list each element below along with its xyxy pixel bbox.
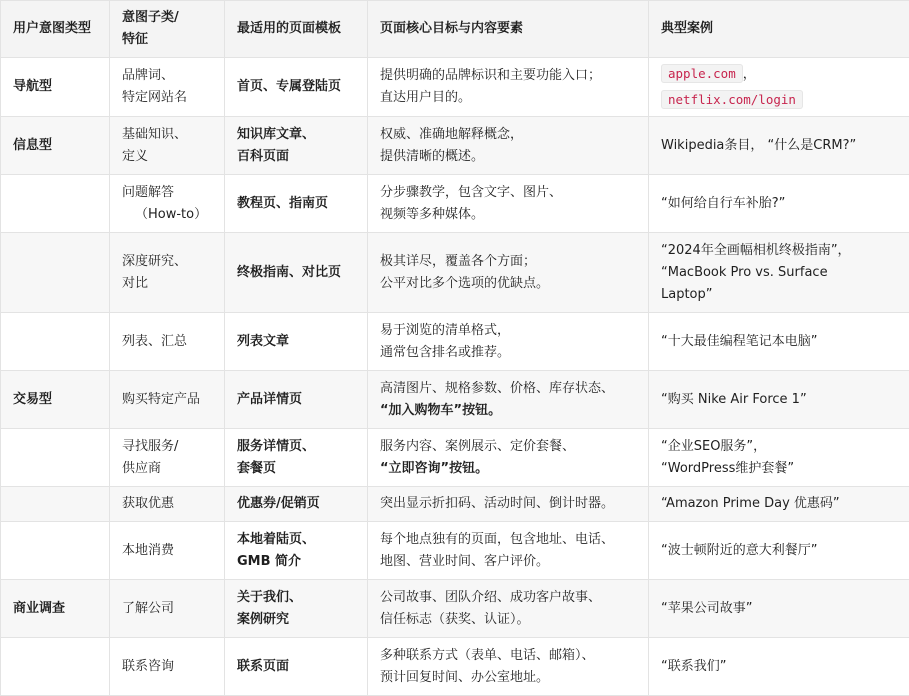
cell-example-cases [649,522,909,580]
cell-text-line: 百科页面 [237,146,355,168]
table-row [1,371,909,429]
cell-text-line: Wikipedia条目， “什么是CRM?” [661,135,897,157]
cell-intent-subtype [110,580,225,638]
cell-text-line: “企业SEO服务”， [661,436,897,458]
cell-text-line: Laptop” [661,284,897,306]
cell-text-line: 寻找服务/ [122,436,212,458]
cell-text-line: “2024年全画幅相机终极指南”， [661,240,897,262]
table-row [1,58,909,117]
header-page-template [225,1,368,58]
table-row [1,233,909,313]
cell-text-line: “购买 Nike Air Force 1” [661,389,897,411]
cell-text-line: 视频等多种媒体。 [380,204,636,226]
cell-intent-subtype [110,175,225,233]
cta-button-text: “加入购物车”按钮。 [380,400,636,422]
inline-code-url: apple.com [661,64,743,83]
cell-text-line: 列表文章 [237,331,355,353]
table-header-row [1,1,909,58]
cell-page-template [225,638,368,696]
cell-intent-subtype [110,58,225,117]
cell-text-line: 获取优惠 [122,493,212,515]
cell-goal-elements [368,522,649,580]
cell-text-line: 服务详情页、 [237,436,355,458]
cell-intent-type [1,487,110,522]
table-row [1,313,909,371]
cell-text-line: “WordPress维护套餐” [661,458,897,480]
cell-text-line: “如何给自行车补胎?” [661,193,897,215]
cell-text-line: 联系页面 [237,656,355,678]
cell-intent-subtype [110,371,225,429]
cell-text-line: “联系我们” [661,656,897,678]
cell-text-line: 品牌词、 [122,65,212,87]
cell-page-template [225,522,368,580]
cell-text-line: 定义 [122,146,212,168]
cell-intent-subtype [110,233,225,313]
cell-text-line: “MacBook Pro vs. Surface [661,262,897,284]
cell-text-line: 预计回复时间、办公室地址。 [380,667,636,689]
cell-text-line [661,63,897,86]
cell-text-line: 了解公司 [122,598,212,620]
cell-text-line: 极其详尽，覆盖各个方面； [380,251,636,273]
cell-page-template [225,487,368,522]
cell-goal-elements [368,233,649,313]
cta-button-text: “立即咨询”按钮。 [380,458,636,480]
cell-text-line: 列表、汇总 [122,331,212,353]
cell-text-line: 通常包含排名或推荐。 [380,342,636,364]
cell-example-cases [649,313,909,371]
cell-text-line: 提供清晰的概述。 [380,146,636,168]
cell-text-line: 信任标志（获奖、认证）。 [380,609,636,631]
cell-intent-type [1,313,110,371]
cell-intent-type [1,233,110,313]
cell-goal-elements [368,175,649,233]
cell-text-line: 特征 [122,29,212,51]
cell-intent-type: 导航型 [1,58,110,117]
cell-example-cases [649,429,909,487]
cell-text-line: 最适用的页面模板 [237,18,355,40]
cell-text-line: 首页、专属登陆页 [237,76,355,98]
header-intent-type [1,1,110,58]
cell-intent-subtype [110,313,225,371]
cell-text-line: 典型案例 [661,18,897,40]
cell-text-line: 页面核心目标与内容要素 [380,18,636,40]
cell-text-line: “十大最佳编程笔记本电脑” [661,331,897,353]
cell-text-line: 易于浏览的清单格式， [380,320,636,342]
cell-text-line: 本地消费 [122,540,212,562]
cell-example-cases [649,117,909,175]
table-row [1,522,909,580]
cell-text-line [661,89,897,112]
table-body [1,58,909,696]
cell-intent-type [1,175,110,233]
cell-page-template [225,58,368,117]
cell-example-cases [649,233,909,313]
cell-text-line: 联系咨询 [122,656,212,678]
cell-text-line: （How-to） [122,204,212,226]
cell-text-line: 本地着陆页、 [237,529,355,551]
cell-text-line: 对比 [122,273,212,295]
cell-intent-subtype [110,638,225,696]
cell-text-line: 高清图片、规格参数、价格、库存状态、 [380,378,636,400]
cell-text-line: 关于我们、 [237,587,355,609]
cell-page-template [225,117,368,175]
cell-text-line: 终极指南、对比页 [237,262,355,284]
cell-goal-elements [368,638,649,696]
cell-page-template [225,371,368,429]
cell-page-template [225,233,368,313]
table-row [1,487,909,522]
cell-text-line: 意图子类/ [122,7,212,29]
cell-text-line: 直达用户目的。 [380,87,636,109]
header-example-cases [649,1,909,58]
cell-text-line: “Amazon Prime Day 优惠码” [661,493,897,515]
cell-text-line: 深度研究、 [122,251,212,273]
cell-text-line: 购买特定产品 [122,389,212,411]
cell-text-line: 突出显示折扣码、活动时间、倒计时器。 [380,493,636,515]
cell-intent-subtype [110,522,225,580]
table-row [1,175,909,233]
cell-text-line: 用户意图类型 [13,18,97,40]
cell-text-line: 地图、营业时间、客户评价。 [380,551,636,573]
cell-goal-elements [368,313,649,371]
cell-example-cases [649,58,909,117]
cell-text-line: 权威、准确地解释概念， [380,124,636,146]
table-row [1,580,909,638]
cell-intent-type: 商业调查 [1,580,110,638]
cell-text-line: 供应商 [122,458,212,480]
cell-example-cases [649,638,909,696]
cell-example-cases [649,175,909,233]
header-goal-elements [368,1,649,58]
cell-page-template [225,175,368,233]
cell-page-template [225,580,368,638]
cell-text-line: 问题解答 [122,182,212,204]
cell-example-cases [649,487,909,522]
cell-text-line: 提供明确的品牌标识和主要功能入口； [380,65,636,87]
cell-intent-type: 信息型 [1,117,110,175]
cell-goal-elements [368,371,649,429]
cell-text-line: 服务内容、案例展示、定价套餐、 [380,436,636,458]
cell-text-line: “苹果公司故事” [661,598,897,620]
table-row [1,638,909,696]
cell-goal-elements [368,117,649,175]
separator-comma: ， [743,67,756,82]
cell-intent-subtype [110,487,225,522]
cell-example-cases [649,371,909,429]
cell-text-line: 每个地点独有的页面，包含地址、电话、 [380,529,636,551]
cell-text-line: 分步骤教学，包含文字、图片、 [380,182,636,204]
cell-intent-type [1,429,110,487]
cell-text-line: 教程页、指南页 [237,193,355,215]
cell-page-template [225,429,368,487]
cell-intent-subtype [110,117,225,175]
cell-intent-type: 交易型 [1,371,110,429]
cell-intent-subtype [110,429,225,487]
cell-text-line: GMB 简介 [237,551,355,573]
cell-text-line: 多种联系方式（表单、电话、邮箱）、 [380,645,636,667]
inline-code-url: netflix.com/login [661,90,803,109]
table-row [1,117,909,175]
cell-text-line: 公平对比多个选项的优缺点。 [380,273,636,295]
header-intent-subtype [110,1,225,58]
cell-goal-elements [368,487,649,522]
cell-text-line: 套餐页 [237,458,355,480]
cell-text-line: 产品详情页 [237,389,355,411]
cell-text-line: “波士顿附近的意大利餐厅” [661,540,897,562]
cell-intent-type [1,638,110,696]
cell-goal-elements [368,429,649,487]
cell-text-line: 公司故事、团队介绍、成功客户故事、 [380,587,636,609]
cell-text-line: 优惠券/促销页 [237,493,355,515]
table-row [1,429,909,487]
cell-example-cases [649,580,909,638]
cell-text-line: 知识库文章、 [237,124,355,146]
cell-page-template [225,313,368,371]
cell-text-line: 特定网站名 [122,87,212,109]
cell-text-line: 案例研究 [237,609,355,631]
cell-goal-elements [368,580,649,638]
cell-goal-elements [368,58,649,117]
cell-intent-type [1,522,110,580]
cell-text-line: 基础知识、 [122,124,212,146]
